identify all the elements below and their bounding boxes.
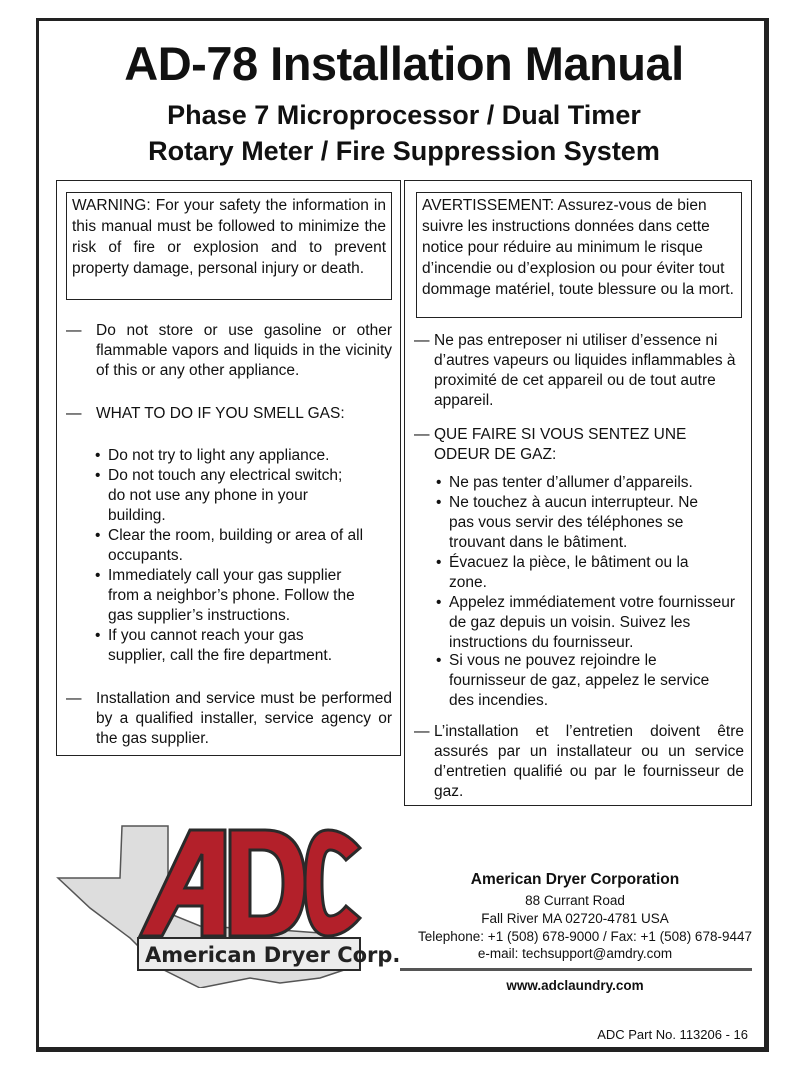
page-title: AD-78 Installation Manual xyxy=(124,37,684,90)
english-item-storage: — Do not store or use gasoline or other flammable vapors and liquids in the vicinity of this or any other appliance. xyxy=(66,322,392,379)
logo-letter-c xyxy=(305,830,360,936)
french-item-smell-gas: — QUE FAIRE SI VOUS SENTEZ UNE ODEUR DE GAZ: xyxy=(414,426,687,463)
divider-rule xyxy=(400,968,752,971)
french-item-installation: — L’installation et l’entretien doivent être assurés par un installateur ou un service d’entretien qualifié ou par le fournisseur de gaz. xyxy=(414,723,744,800)
french-bullet-2: • Ne touchez à aucun interrupteur. Ne pas vous servir des téléphones se trouvant dans le bâtiment. xyxy=(436,494,699,551)
french-item-storage: — Ne pas entreposer ni utiliser d’essence ni d’autres vapeurs ou liquides inflammables à proximité de cet appareil ou de tout autre appareil. xyxy=(414,332,736,409)
part-number: ADC Part No. 113206 - 16 xyxy=(597,1027,748,1042)
english-bullet-3: • Clear the room, building or area of all occupants. xyxy=(95,527,364,564)
company-city: Fall River MA 02720-4781 USA xyxy=(481,911,669,926)
english-bullet-4: • Immediately call your gas supplier from a neighbor’s phone. Follow the gas supplier’s instructions. xyxy=(95,567,355,624)
english-item-smell-gas: — WHAT TO DO IF YOU SMELL GAS: xyxy=(66,405,345,422)
french-warning-box: AVERTISSEMENT: Assurez-vous de bien suivre les instructions données dans cette notice pour réduire au minimum le risque d’incendie ou d’explosion ou pour éviter tout dommage matériel, toute blessure ou la mort. xyxy=(416,192,742,318)
english-bullet-2: • Do not touch any electrical switch; do not use any phone in your building. xyxy=(95,467,343,524)
french-bullet-1: • Ne pas tenter d’allumer d’appareils. xyxy=(436,474,693,491)
english-bullet-1: • Do not try to light any appliance. xyxy=(95,447,330,464)
company-phone: Telephone: +1 (508) 678-9000 / Fax: +1 (508) 678-9447 xyxy=(418,929,752,944)
french-bullet-5: • Si vous ne pouvez rejoindre le fournisseur de gaz, appelez le service des incendies. xyxy=(436,652,710,709)
subtitle-line-1: Phase 7 Microprocessor / Dual Timer xyxy=(167,100,641,130)
logo-letter-d xyxy=(230,830,305,936)
website-link[interactable]: www.adclaundry.com xyxy=(506,978,644,993)
company-email: e-mail: techsupport@amdry.com xyxy=(477,946,673,961)
logo-caption: American Dryer Corp. xyxy=(145,943,401,967)
english-warning-box: WARNING: For your safety the information in this manual must be followed to minimize the risk of fire or explosion and to prevent property damage, personal injury or death. xyxy=(66,192,392,300)
french-bullet-3: • Évacuez la pièce, le bâtiment ou la zone. xyxy=(436,554,689,591)
company-name: American Dryer Corporation xyxy=(470,871,680,888)
company-street: 88 Currant Road xyxy=(525,893,625,908)
french-bullet-4: • Appelez immédiatement votre fournisseur de gaz depuis un voisin. Suivez les instructions du fournisseur. xyxy=(436,594,736,651)
subtitle-line-2: Rotary Meter / Fire Suppression System xyxy=(148,136,660,166)
english-item-installation: — Installation and service must be performed by a qualified installer, service agency or the gas supplier. xyxy=(66,690,392,747)
english-bullet-5: • If you cannot reach your gas supplier, call the fire department. xyxy=(95,627,333,664)
